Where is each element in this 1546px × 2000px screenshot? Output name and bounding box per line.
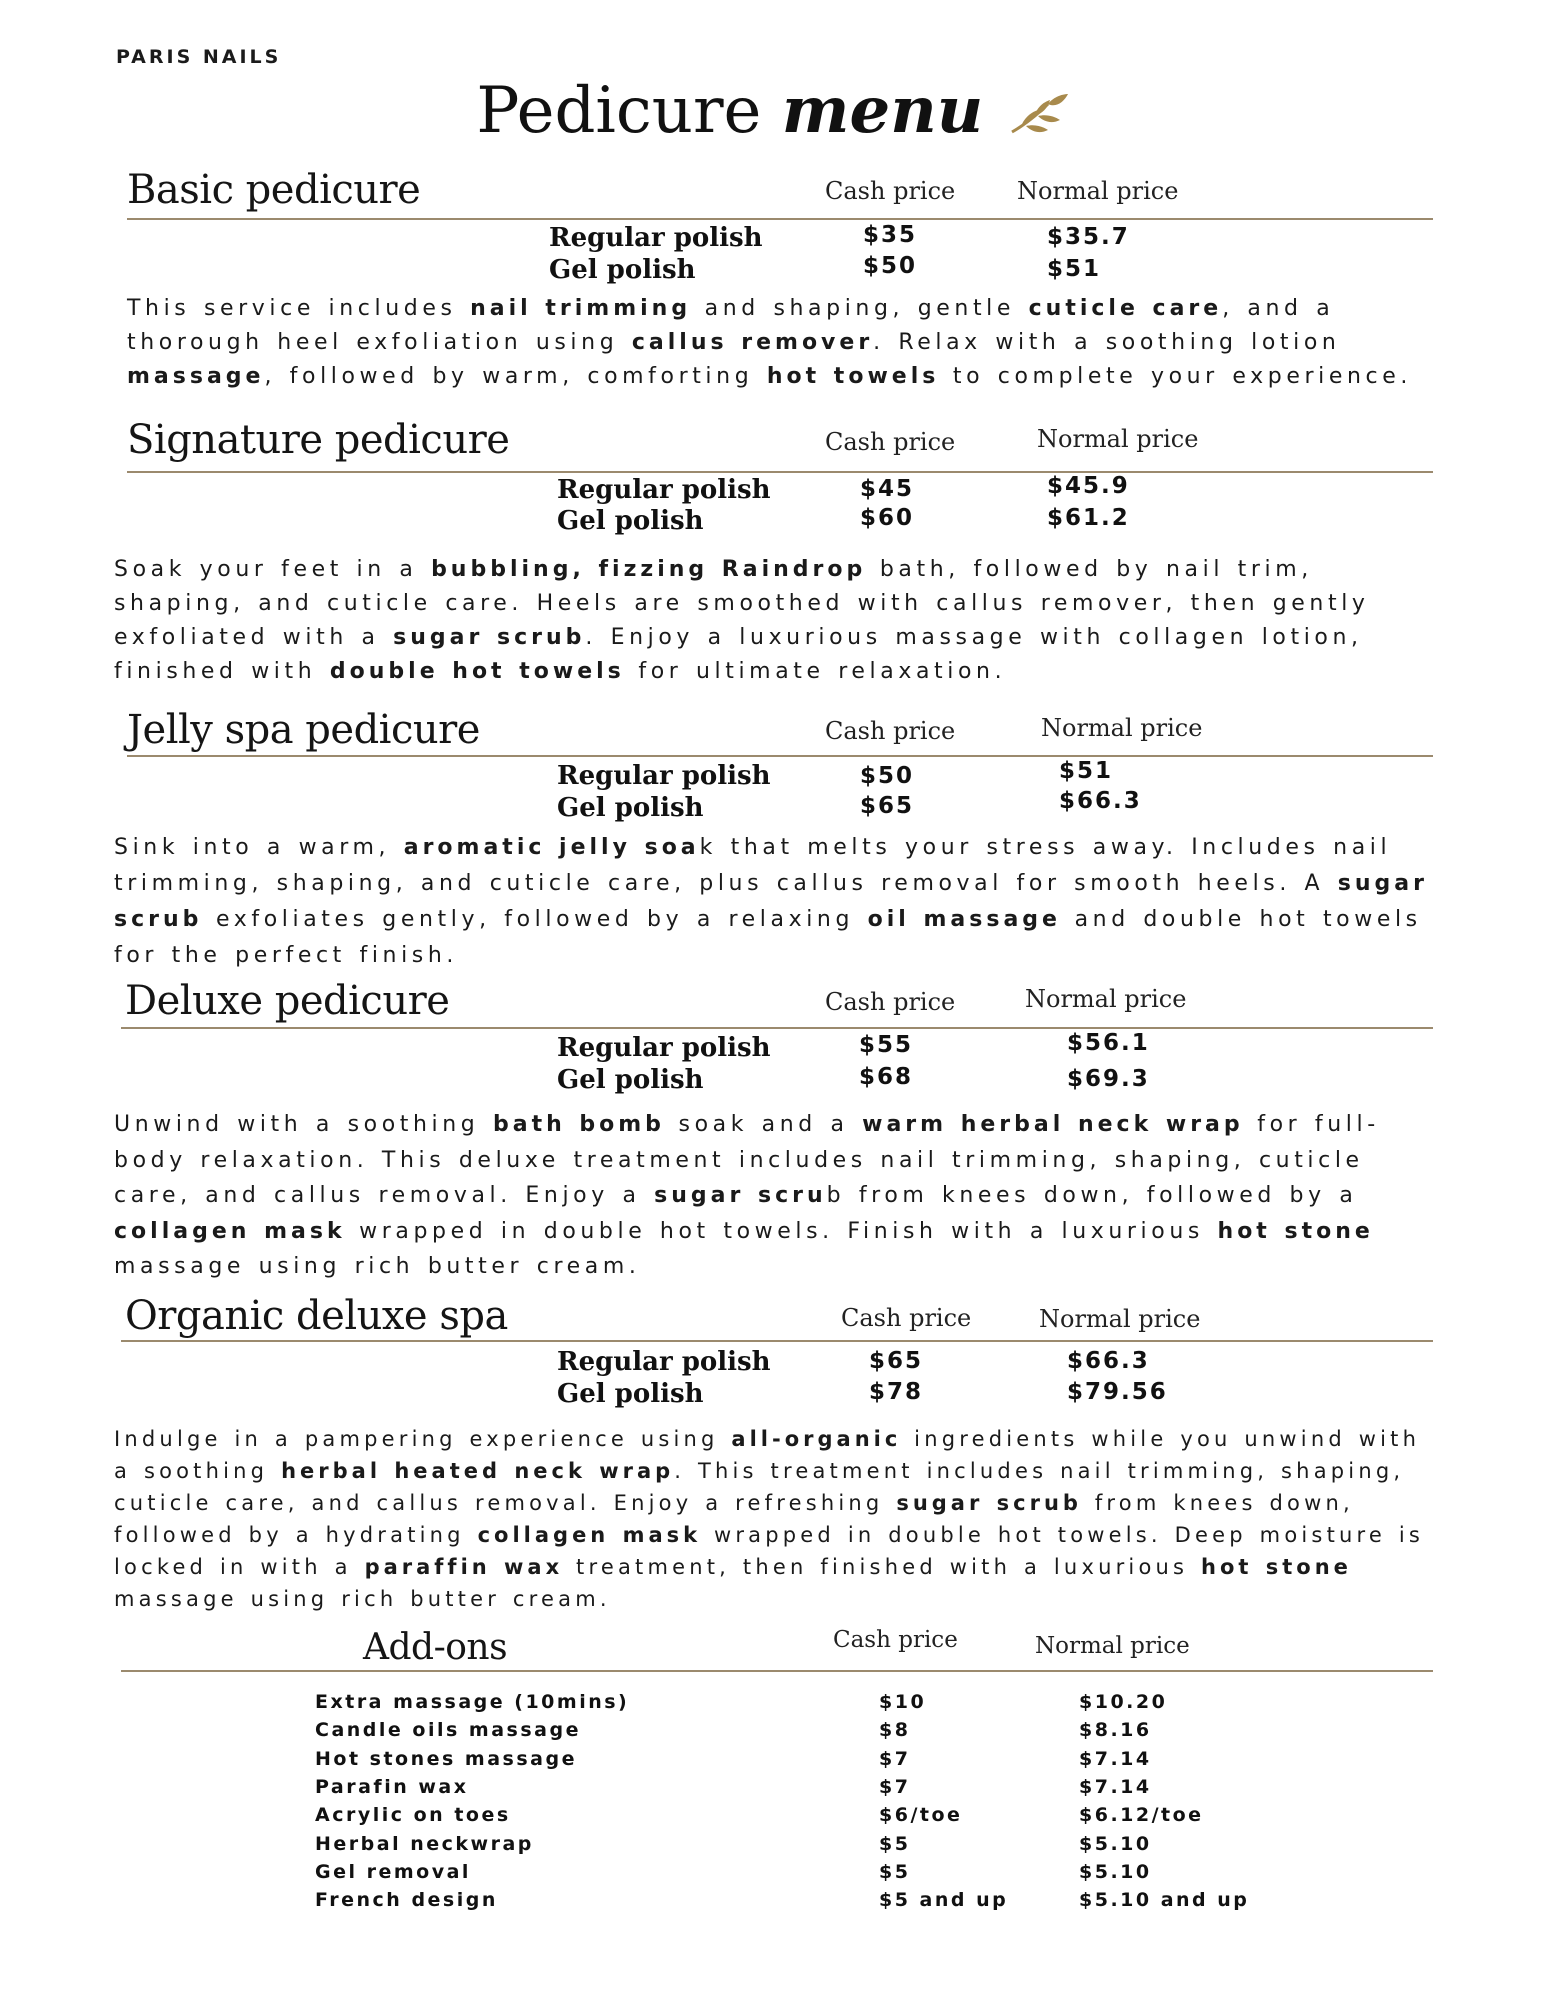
title-plain: Pedicure — [476, 74, 762, 148]
section-description — [114, 553, 1444, 689]
option-label: Gel polish — [557, 506, 704, 536]
cash-price: $65 — [869, 1348, 924, 1374]
section-divider — [127, 218, 1433, 220]
addon-cash-price: $5 and up — [879, 1889, 1009, 1911]
highlight-text: sugar scrub — [896, 1491, 1082, 1515]
addon-cash-price: $7 — [879, 1748, 911, 1770]
normal-price: $69.3 — [1067, 1066, 1150, 1092]
addon-cash-price: $6/toe — [879, 1804, 963, 1826]
option-label: Regular polish — [557, 1347, 771, 1377]
description-text: for full-body relaxation. This deluxe treatment includes nail trimming, shaping, cuticle care, and callus removal. Enjoy a — [114, 1112, 1380, 1208]
description-text: , and a thorough heel exfoliation using — [127, 296, 1335, 355]
highlight-text: sugar scrub — [393, 625, 586, 650]
highlight-text: herbal heated neck wrap — [281, 1459, 675, 1483]
description-text: soak and a — [664, 1112, 863, 1137]
addon-cash-price: $5 — [879, 1833, 911, 1855]
cash-price: $55 — [859, 1032, 914, 1058]
cash-price-header: Cash price — [825, 428, 956, 456]
description-text: exfoliates gently, followed by a relaxing — [202, 907, 868, 932]
cash-price: $78 — [869, 1379, 924, 1405]
description-text: to complete your experience. — [939, 364, 1412, 389]
normal-price: $51 — [1047, 256, 1102, 282]
highlight-text: all-organic — [731, 1427, 902, 1451]
highlight-text: hot stone — [1217, 1218, 1374, 1244]
highlight-text: sugar scru — [654, 1183, 827, 1208]
description-text: . This treatment includes nail trimming, shaping, cuticle care, and callus removal. Enjoy a refreshing — [114, 1459, 1405, 1515]
highlight-text: collagen mask — [477, 1523, 702, 1547]
cash-price: $35 — [863, 222, 918, 248]
addon-normal-price: $7.14 — [1079, 1748, 1152, 1770]
highlight-text: bath bomb — [492, 1112, 665, 1137]
description-text: wrapped in double hot towels. Deep moisture is locked in with a — [114, 1523, 1425, 1579]
cash-price-header: Cash price — [825, 177, 956, 205]
cash-price-header: Cash price — [833, 1627, 958, 1653]
normal-price: $51 — [1059, 758, 1114, 784]
addon-cash-price: $8 — [879, 1719, 911, 1741]
section-divider — [127, 755, 1433, 757]
addon-cash-price: $7 — [879, 1776, 911, 1798]
option-label: Gel polish — [557, 1379, 704, 1409]
description-text: , followed by warm, comforting — [264, 364, 767, 389]
addon-cash-price: $10 — [879, 1691, 927, 1713]
section-description — [114, 1423, 1444, 1615]
description-text: Sink into a warm, — [114, 835, 404, 860]
description-text: and double hot towels for the perfect finish. — [114, 907, 1422, 968]
normal-price-header: Normal price — [1035, 1633, 1190, 1659]
section-divider — [121, 1340, 1433, 1342]
normal-price: $66.3 — [1059, 788, 1142, 814]
highlight-text: double hot towels — [329, 659, 625, 684]
addon-normal-price: $5.10 — [1079, 1861, 1152, 1883]
normal-price-header: Normal price — [1039, 1305, 1201, 1333]
description-text: Unwind with a soothing — [114, 1112, 493, 1137]
section-divider — [121, 1670, 1433, 1672]
highlight-text: aromatic jelly soa — [403, 835, 700, 860]
cash-price-header: Cash price — [825, 717, 956, 745]
option-label: Regular polish — [557, 475, 771, 505]
option-label: Regular polish — [549, 223, 763, 253]
description-text: bath, followed by nail trim, shaping, and cuticle care. Heels are smoothed with callus remover, then gently exfoliated with a — [114, 557, 1370, 650]
normal-price-header: Normal price — [1025, 985, 1187, 1013]
title-italic: menu — [781, 73, 984, 148]
highlight-text: paraffin wax — [364, 1555, 564, 1579]
page-title — [0, 66, 1546, 156]
highlight-text: hot towels — [766, 364, 940, 389]
highlight-text: warm herbal neck wrap — [862, 1112, 1244, 1137]
section-description — [114, 830, 1444, 974]
cash-price: $50 — [860, 763, 915, 789]
normal-price: $79.56 — [1067, 1379, 1168, 1405]
description-text: massage using rich butter cream. — [114, 1254, 641, 1279]
addons-title: Add-ons — [363, 1627, 508, 1668]
description-text: Indulge in a pampering experience using — [114, 1427, 732, 1451]
normal-price-header: Normal price — [1041, 714, 1203, 742]
addon-normal-price: $8.16 — [1079, 1719, 1152, 1741]
description-text: . Enjoy a luxurious massage with collagen lotion, finished with — [114, 625, 1363, 684]
highlight-text: nail trimming — [470, 296, 692, 321]
description-text: and shaping, gentle — [691, 296, 1029, 321]
highlight-text: massage — [127, 364, 265, 389]
addon-item-label: Extra massage (10mins) — [315, 1691, 630, 1713]
addon-item-label: French design — [315, 1889, 498, 1911]
addon-item-label: Acrylic on toes — [315, 1804, 511, 1826]
section-title-deluxe: Deluxe pedicure — [125, 978, 450, 1024]
normal-price: $66.3 — [1067, 1348, 1150, 1374]
section-description — [127, 292, 1437, 394]
option-label: Gel polish — [557, 793, 704, 823]
normal-price: $35.7 — [1047, 224, 1130, 250]
cash-price-header: Cash price — [825, 988, 956, 1016]
normal-price: $45.9 — [1047, 473, 1130, 499]
addon-item-label: Gel removal — [315, 1861, 471, 1883]
addon-normal-price: $6.12/toe — [1079, 1804, 1204, 1826]
description-text: Soak your feet in a — [114, 557, 432, 582]
description-text: . Relax with a soothing lotion — [873, 330, 1341, 355]
addon-item-label: Hot stones massage — [315, 1748, 577, 1770]
section-divider — [121, 1027, 1433, 1029]
addon-item-label: Herbal neckwrap — [315, 1833, 534, 1855]
addon-normal-price: $5.10 and up — [1079, 1889, 1250, 1911]
highlight-text: bubbling, fizzing Raindrop — [431, 557, 867, 582]
description-text: for ultimate relaxation. — [624, 659, 1007, 684]
addon-item-label: Candle oils massage — [315, 1719, 581, 1741]
cash-price: $45 — [860, 476, 915, 502]
description-text: b from knees down, followed by a — [826, 1183, 1358, 1208]
addon-normal-price: $7.14 — [1079, 1776, 1152, 1798]
highlight-text: oil massage — [867, 907, 1061, 932]
description-text: This service includes — [127, 296, 471, 321]
section-title-basic: Basic pedicure — [127, 167, 421, 213]
description-text: wrapped in double hot towels. Finish with a luxurious — [345, 1218, 1218, 1244]
addon-cash-price: $5 — [879, 1861, 911, 1883]
option-label: Gel polish — [549, 255, 696, 285]
highlight-text: cuticle care — [1028, 296, 1223, 321]
highlight-text: collagen mask — [114, 1218, 346, 1244]
cash-price: $50 — [863, 253, 918, 279]
description-text: treatment, then finished with a luxurious — [563, 1555, 1202, 1579]
section-title-signature: Signature pedicure — [127, 417, 510, 463]
highlight-text: callus remover — [631, 330, 874, 355]
description-text: massage using rich butter cream. — [114, 1587, 611, 1611]
option-label: Regular polish — [557, 1033, 771, 1063]
addon-normal-price: $10.20 — [1079, 1691, 1168, 1713]
leaf-icon — [1008, 90, 1070, 136]
normal-price-header: Normal price — [1037, 425, 1199, 453]
option-label: Regular polish — [557, 761, 771, 791]
section-title-jelly: Jelly spa pedicure — [127, 707, 480, 753]
description-text: from knees down, followed by a hydrating — [114, 1491, 1354, 1547]
cash-price: $68 — [859, 1064, 914, 1090]
brand-name: PARIS NAILS — [116, 46, 282, 68]
normal-price: $61.2 — [1047, 505, 1130, 531]
section-title-organic: Organic deluxe spa — [125, 1293, 508, 1339]
option-label: Gel polish — [557, 1065, 704, 1095]
normal-price-header: Normal price — [1017, 177, 1179, 205]
addon-item-label: Parafin wax — [315, 1776, 469, 1798]
addon-normal-price: $5.10 — [1079, 1833, 1152, 1855]
cash-price-header: Cash price — [841, 1304, 972, 1332]
highlight-text: hot stone — [1201, 1555, 1352, 1579]
description-text: k that melts your stress away. Includes nail trimming, shaping, and cuticle care, plus callus removal for smooth heels. A — [114, 835, 1392, 896]
cash-price: $65 — [860, 793, 915, 819]
section-description — [114, 1107, 1444, 1285]
section-divider — [127, 471, 1433, 473]
highlight-text: sugar scrub — [114, 871, 1428, 932]
cash-price: $60 — [860, 505, 915, 531]
description-text: ingredients while you unwind with a soothing — [114, 1427, 1421, 1483]
normal-price: $56.1 — [1067, 1030, 1150, 1056]
